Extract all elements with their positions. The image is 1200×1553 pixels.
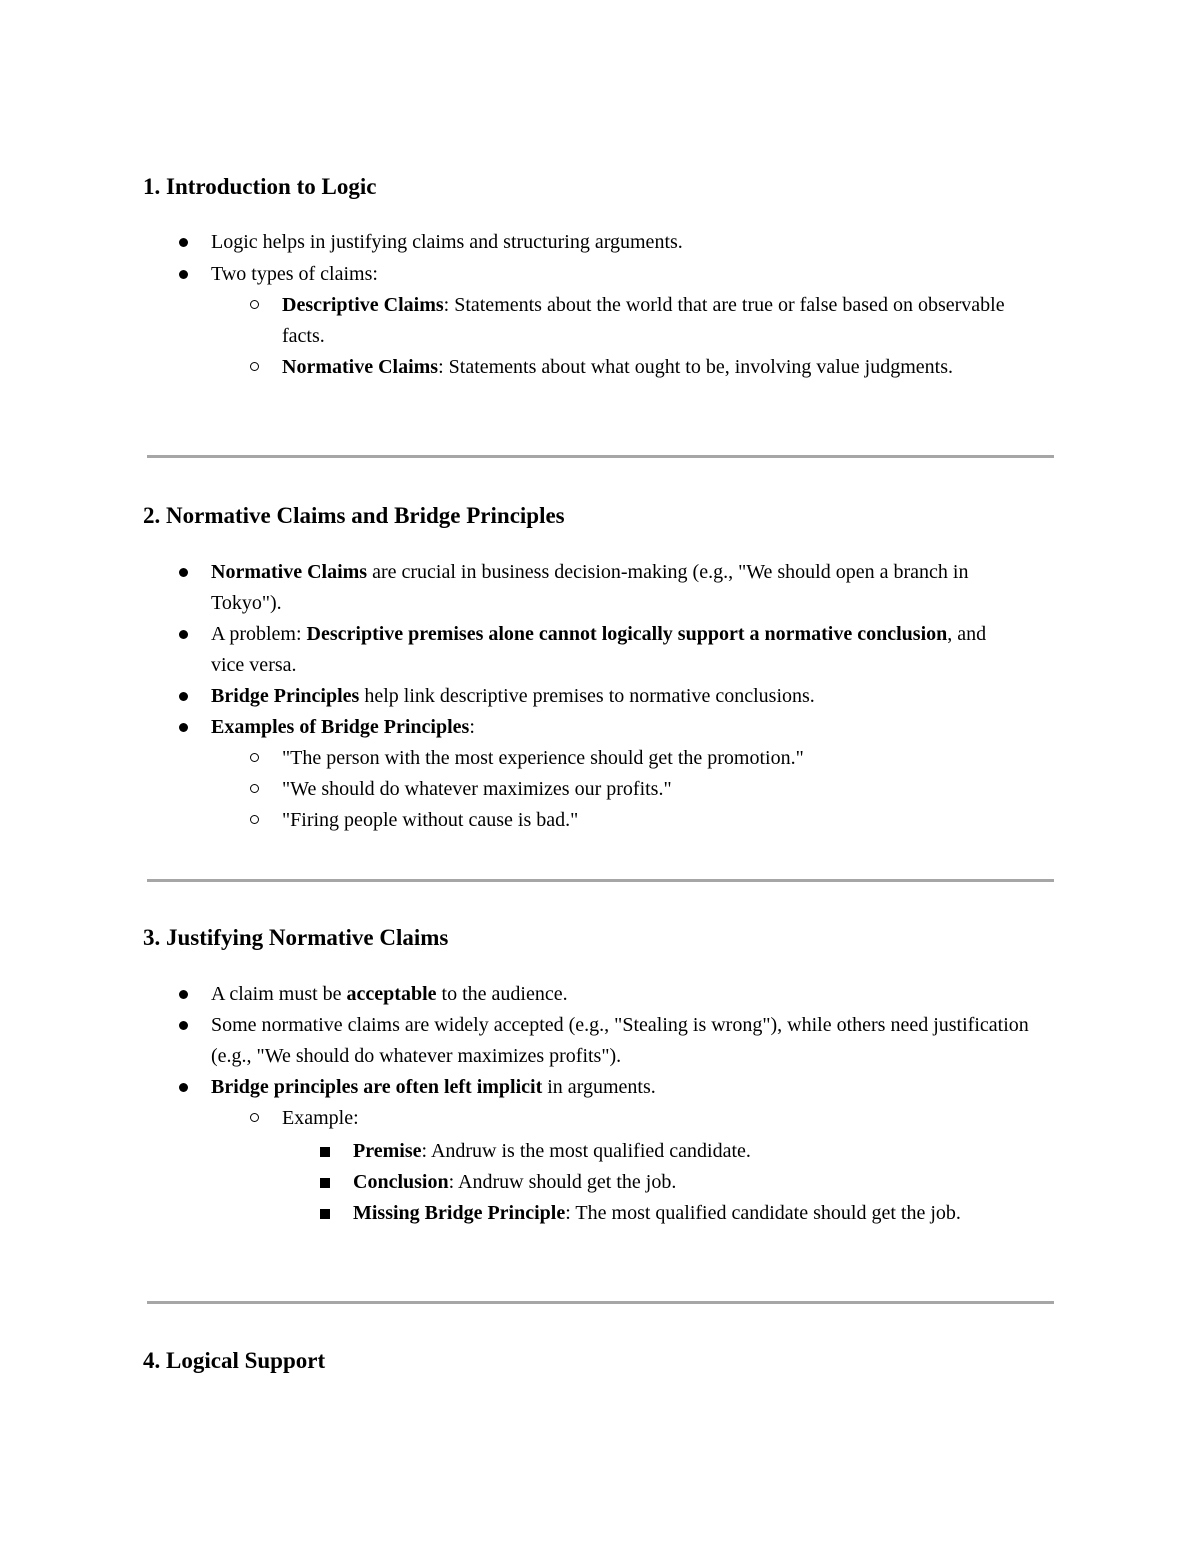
- bullet-disc-icon: [179, 270, 188, 279]
- list-item: Descriptive Claims: Statements about the world that are true or false based on observable facts.: [282, 290, 1042, 352]
- bullet-disc-icon: [179, 692, 188, 701]
- list-item: Missing Bridge Principle: The most qualified candidate should get the job.: [353, 1198, 1043, 1229]
- bullet-circle-icon: [250, 300, 259, 309]
- bullet-disc-icon: [179, 723, 188, 732]
- list-item: "We should do whatever maximizes our profits.": [282, 774, 1072, 805]
- bullet-circle-icon: [250, 784, 259, 793]
- bullet-circle-icon: [250, 1113, 259, 1122]
- section-divider: [147, 1301, 1054, 1304]
- section-heading: 1. Introduction to Logic: [143, 174, 377, 199]
- section-heading: 3. Justifying Normative Claims: [143, 925, 449, 950]
- bullet-square-icon: [320, 1147, 330, 1157]
- list-item: "Firing people without cause is bad.": [282, 805, 1072, 836]
- bullet-disc-icon: [179, 238, 188, 247]
- list-item: Logic helps in justifying claims and structuring arguments.: [211, 227, 1071, 258]
- list-item: Example:: [282, 1103, 1072, 1134]
- list-item: Two types of claims:: [211, 259, 1071, 290]
- bullet-disc-icon: [179, 630, 188, 639]
- list-item: A claim must be acceptable to the audience.: [211, 979, 1071, 1010]
- list-item: A problem: Descriptive premises alone cannot logically support a normative conclusion, and vice versa.: [211, 619, 991, 681]
- bullet-circle-icon: [250, 362, 259, 371]
- bullet-disc-icon: [179, 1083, 188, 1092]
- bullet-square-icon: [320, 1178, 330, 1188]
- bullet-circle-icon: [250, 815, 259, 824]
- list-item: Some normative claims are widely accepted (e.g., "Stealing is wrong"), while others need justification (e.g., "We should do whatever maximizes profits").: [211, 1010, 1061, 1072]
- list-item: Examples of Bridge Principles:: [211, 712, 1071, 743]
- list-item: Bridge principles are often left implicit in arguments.: [211, 1072, 1071, 1103]
- list-item: Premise: Andruw is the most qualified candidate.: [353, 1136, 1073, 1167]
- list-item: "The person with the most experience should get the promotion.": [282, 743, 1072, 774]
- bullet-circle-icon: [250, 753, 259, 762]
- list-item: Normative Claims are crucial in business decision-making (e.g., "We should open a branch in Tokyo").: [211, 557, 1031, 619]
- bullet-disc-icon: [179, 568, 188, 577]
- bullet-square-icon: [320, 1209, 330, 1219]
- section-divider: [147, 455, 1054, 458]
- section-heading: 4. Logical Support: [143, 1348, 326, 1373]
- section-divider: [147, 879, 1054, 882]
- section-heading: 2. Normative Claims and Bridge Principles: [143, 503, 565, 528]
- list-item: Conclusion: Andruw should get the job.: [353, 1167, 1073, 1198]
- bullet-disc-icon: [179, 990, 188, 999]
- list-item: Normative Claims: Statements about what ought to be, involving value judgments.: [282, 352, 982, 383]
- bullet-disc-icon: [179, 1021, 188, 1030]
- list-item: Bridge Principles help link descriptive premises to normative conclusions.: [211, 681, 1071, 712]
